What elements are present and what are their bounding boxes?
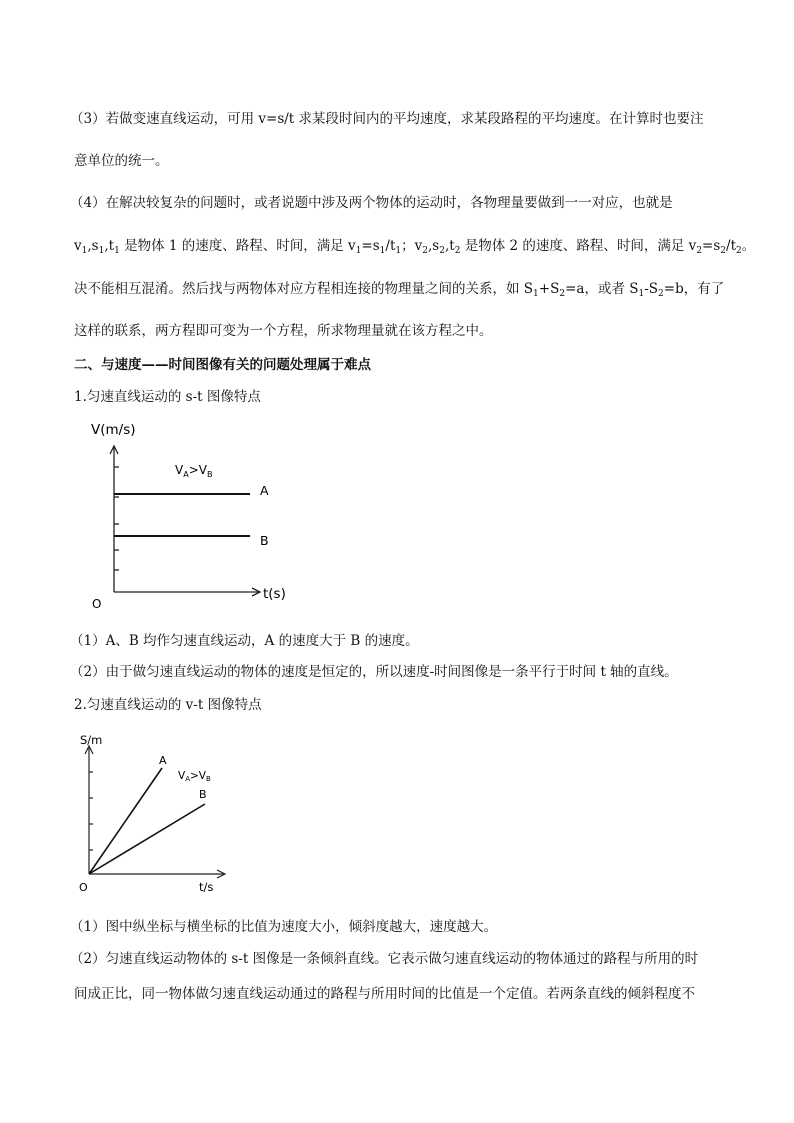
line-a-label: A: [260, 483, 269, 498]
x-axis-label: t/s: [199, 880, 214, 894]
item1-title: 1.匀速直线运动的 s-t 图像特点: [74, 389, 261, 405]
para3-line1: （3）若做变速直线运动，可用 v=s/t 求某段时间内的平均速度，求某段路程的平均速度。在计算时也要注: [70, 111, 704, 127]
x-axis-label: t(s): [263, 586, 286, 602]
item1-note1: （1）A、B 均作匀速直线运动，A 的速度大于 B 的速度。: [70, 633, 419, 649]
relation-label: VA>VB: [178, 770, 211, 783]
line-a: [89, 768, 162, 874]
relation-label: $V_A>V_B$: [175, 463, 213, 479]
line-b-label: B: [199, 788, 207, 801]
item2-note2-line1: （2）匀速直线运动物体的 s-t 图像是一条倾斜直线。它表示做匀速直线运动的物体通过的路程与所用的时: [70, 951, 699, 967]
item2-note1: （1）图中纵坐标与横坐标的比值为速度大小，倾斜度越大，速度越大。: [70, 919, 498, 935]
item2-note2-line2: 间成正比，同一物体做匀速直线运动通过的路程与所用时间的比值是一个定值。若两条直线的倾斜程度不: [74, 986, 695, 1002]
line-b-label: B: [260, 533, 269, 548]
item1-note2: （2）由于做匀速直线运动的物体的速度是恒定的，所以速度-时间图像是一条平行于时间 t 轴的直线。: [70, 664, 678, 680]
y-axis-label: S/m: [80, 733, 103, 747]
section2-heading: 二、与速度——时间图像有关的问题处理属于难点: [74, 357, 371, 373]
para4-line1: （4）在解决较复杂的问题时，或者说题中涉及两个物体的运动时，各物理量要做到一一对应，也就是: [70, 195, 673, 211]
para4-line3: 决不能相互混淆。然后找与两物体对应方程相连接的物理量之间的关系，如 $S_1+S_2=a$，或者 $S_1-S_2=b$，有了: [74, 281, 725, 299]
para4-line2: $v_1,s_1,t_1$ 是物体 1 的速度、路程、时间，满足 $v_1=s_1/t_1$；$v_2,s_2,t_2$ 是物体 2 的速度、路程、时间，满足 $v_2=s_2/t_2$。: [74, 238, 756, 256]
velocity-time-graph: [85, 412, 315, 618]
distance-time-graph: [74, 732, 234, 896]
origin-label: O: [79, 881, 88, 894]
line-b: [89, 804, 205, 874]
origin-label: O: [92, 597, 102, 611]
para3-line2: 意单位的统一。: [74, 153, 169, 169]
line-a-label: A: [159, 754, 167, 767]
item2-title: 2.匀速直线运动的 v-t 图像特点: [74, 697, 262, 713]
y-axis-label: V(m/s): [91, 422, 136, 438]
para4-line4: 这样的联系，两方程即可变为一个方程，所求物理量就在该方程之中。: [74, 323, 493, 339]
